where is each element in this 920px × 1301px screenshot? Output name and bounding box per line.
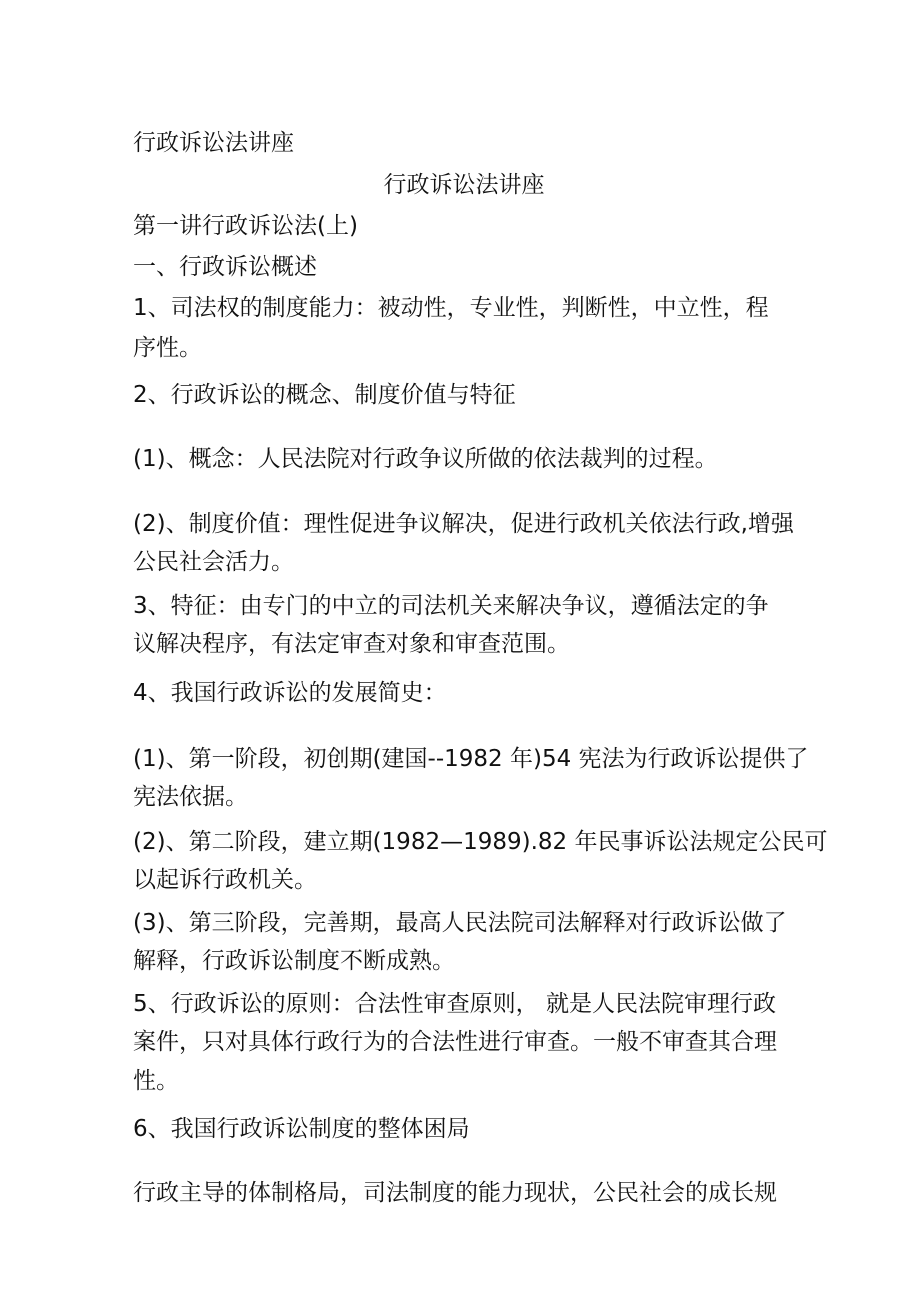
paragraph-line: (1)、第一阶段，初创期(建国--1982 年)54 宪法为行政诉讼提供了	[133, 746, 809, 772]
paragraph-line: 公民社会活力。	[133, 549, 294, 575]
paragraph-line: 议解决程序，有法定审查对象和审查范围。	[133, 631, 570, 657]
paragraph-line: 5、行政诉讼的原则：合法性审查原则， 就是人民法院审理行政	[133, 991, 776, 1017]
paragraph-line: 宪法依据。	[133, 784, 248, 810]
paragraph-line: 行政主导的体制格局，司法制度的能力现状，公民社会的成长规	[133, 1180, 777, 1206]
paragraph-line: 4、我国行政诉讼的发展简史：	[133, 680, 447, 706]
lecture-heading: 第一讲行政诉讼法(上)	[133, 213, 358, 239]
section-heading: 一、行政诉讼概述	[133, 254, 317, 280]
paragraph-line: (2)、第二阶段，建立期(1982—1989).82 年民事诉讼法规定公民可	[133, 829, 828, 855]
paragraph-line: 1、司法权的制度能力：被动性，专业性，判断性，中立性，程	[133, 295, 769, 321]
paragraph-line: (2)、制度价值：理性促进争议解决，促进行政机关依法行政,增强	[133, 511, 794, 537]
paragraph-line: 6、我国行政诉讼制度的整体困局	[133, 1116, 470, 1142]
paragraph-line: 性。	[133, 1068, 179, 1094]
paragraph-line: 2、行政诉讼的概念、制度价值与特征	[133, 382, 516, 408]
document-center-title: 行政诉讼法讲座	[383, 172, 545, 198]
paragraph-line: 3、特征：由专门的中立的司法机关来解决争议，遵循法定的争	[133, 593, 769, 619]
paragraph-line: 序性。	[133, 335, 202, 361]
paragraph-line: (3)、第三阶段，完善期，最高人民法院司法解释对行政诉讼做了	[133, 910, 787, 936]
paragraph-line: 以起诉行政机关。	[133, 867, 317, 893]
document-header-title: 行政诉讼法讲座	[133, 130, 294, 156]
paragraph-line: (1)、概念：人民法院对行政争议所做的依法裁判的过程。	[133, 446, 718, 472]
paragraph-line: 解释，行政诉讼制度不断成熟。	[133, 948, 455, 974]
paragraph-line: 案件，只对具体行政行为的合法性进行审查。一般不审查其合理	[133, 1029, 777, 1055]
